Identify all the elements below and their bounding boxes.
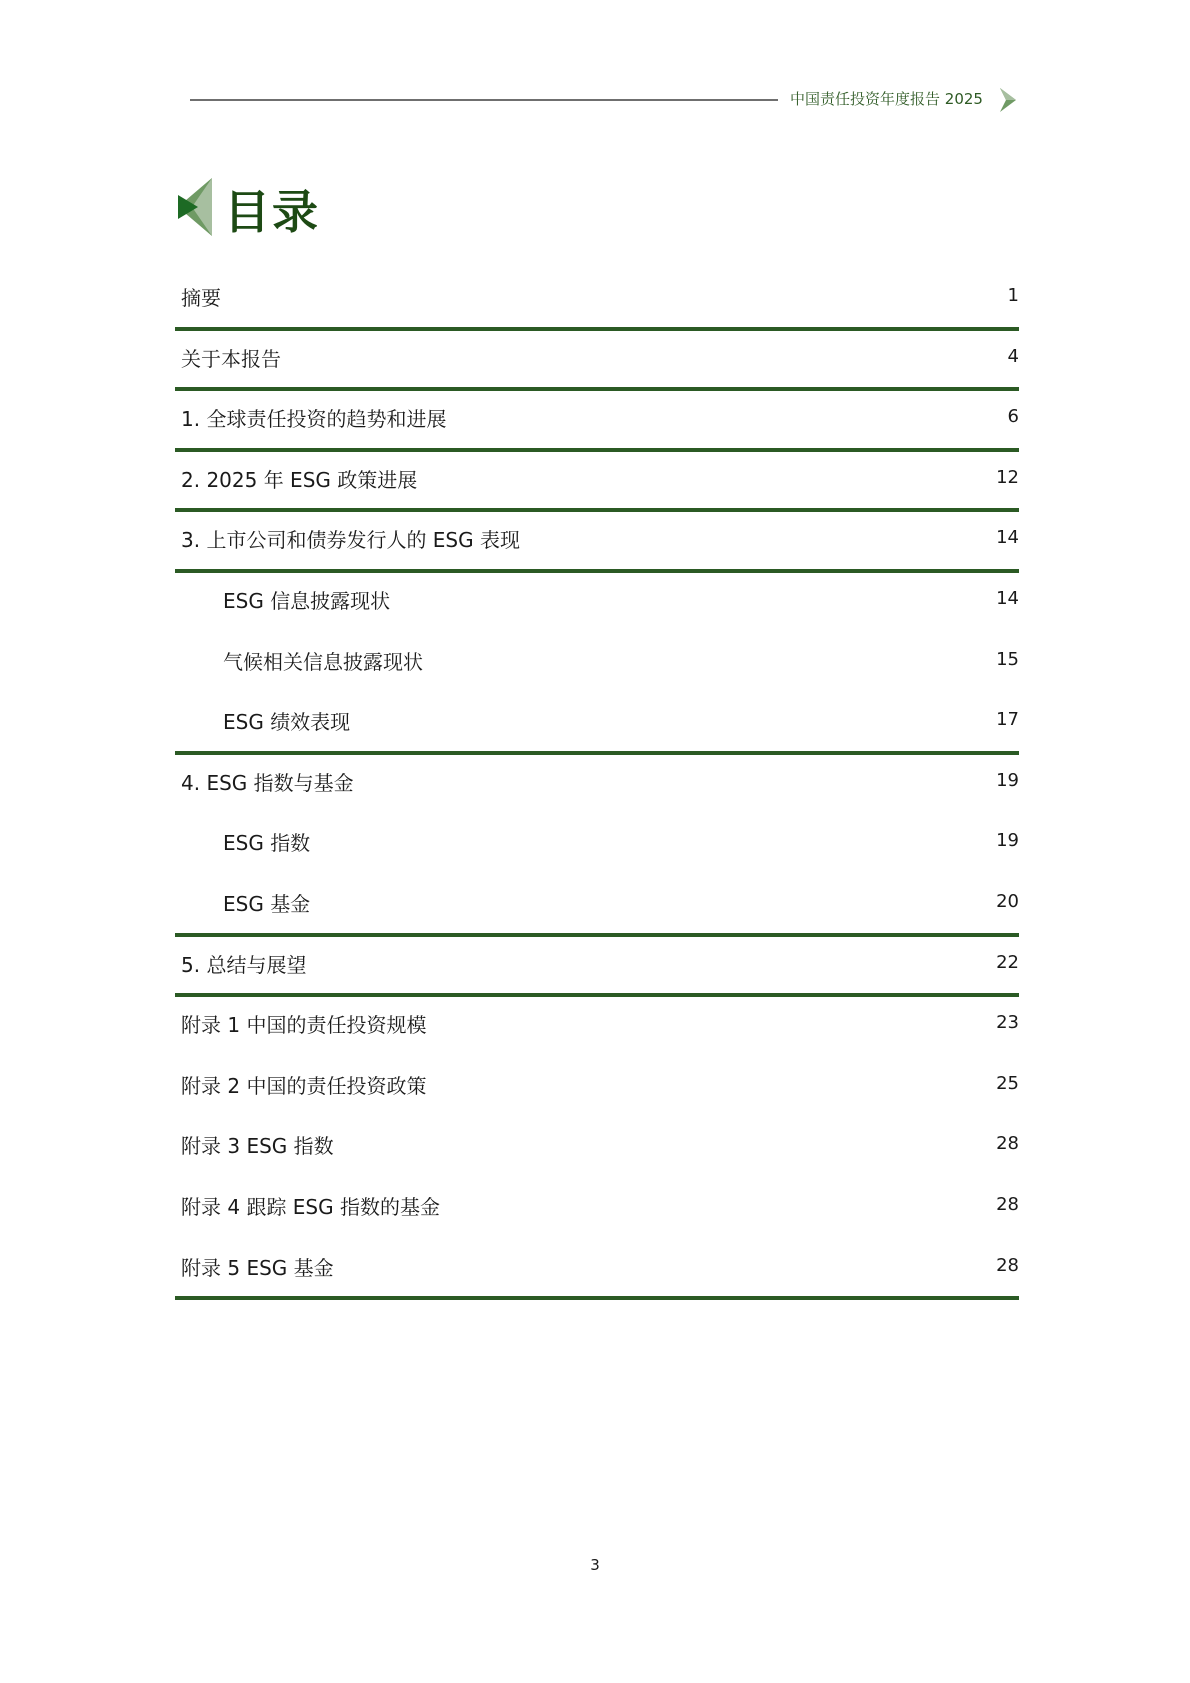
header-rule (190, 99, 778, 101)
toc-entry-label: ESG 信息披露现状 (223, 588, 391, 613)
toc-entry-label: 附录 5 ESG 基金 (181, 1255, 334, 1280)
page-title: 目录 (224, 185, 320, 239)
toc-entry-page: 23 (996, 1012, 1019, 1034)
toc-entry-label: 1. 全球责任投资的趋势和进展 (181, 407, 447, 432)
toc-entry[interactable] (175, 270, 1019, 331)
toc-entry-page: 4 (1007, 345, 1019, 367)
toc-entry[interactable] (175, 634, 1019, 695)
toc-entry[interactable] (175, 815, 1019, 876)
toc-entry[interactable] (175, 755, 1019, 816)
toc-entry-label: 关于本报告 (181, 346, 281, 371)
toc-entry[interactable] (175, 997, 1019, 1058)
toc-entry-label: 附录 4 跟踪 ESG 指数的基金 (181, 1194, 440, 1219)
toc-entry[interactable] (175, 391, 1019, 452)
toc-entry-page: 28 (996, 1254, 1019, 1276)
chevron-logo-icon (1000, 88, 1016, 112)
toc-entry-label: 摘要 (181, 286, 221, 310)
toc-entry-label: 气候相关信息披露现状 (223, 649, 423, 674)
toc-entry[interactable] (175, 876, 1019, 937)
toc-entry-page: 28 (996, 1193, 1019, 1215)
toc-entry-page: 1 (1007, 285, 1019, 306)
toc-entry[interactable] (175, 1240, 1019, 1301)
toc-entry[interactable] (175, 1058, 1019, 1119)
toc-entry-page: 12 (996, 466, 1019, 488)
toc-entry-label: ESG 绩效表现 (223, 710, 351, 735)
toc-entry-label: 附录 1 中国的责任投资规模 (181, 1013, 427, 1038)
toc-entry-page: 6 (1007, 406, 1019, 428)
toc-entry[interactable] (175, 1179, 1019, 1240)
toc-entry-label: ESG 基金 (223, 891, 311, 916)
toc-entry-page: 14 (996, 527, 1019, 549)
toc-entry[interactable] (175, 1118, 1019, 1179)
toc-entry-page: 15 (996, 648, 1019, 670)
toc-entry[interactable] (175, 937, 1019, 998)
toc-entry-page: 22 (996, 951, 1019, 973)
toc-entry-page: 25 (996, 1072, 1019, 1094)
toc-entry-page: 17 (996, 709, 1019, 731)
toc-entry-label: 3. 上市公司和债券发行人的 ESG 表现 (181, 528, 520, 553)
chevron-logo-icon (178, 178, 212, 236)
toc-entry[interactable] (175, 452, 1019, 513)
toc-entry[interactable] (175, 512, 1019, 573)
toc-entry-label: 4. ESG 指数与基金 (181, 770, 354, 795)
toc-entry[interactable] (175, 331, 1019, 392)
header-title: 中国责任投资年度报告 2025 (790, 90, 983, 108)
toc-entry-page: 19 (996, 830, 1019, 852)
toc-entry-label: 附录 3 ESG 指数 (181, 1134, 334, 1159)
toc-entry-label: 5. 总结与展望 (181, 952, 307, 977)
page-number: 3 (590, 1556, 600, 1574)
toc-entry-label: ESG 指数 (223, 831, 311, 856)
toc-entry[interactable] (175, 573, 1019, 634)
toc-entry[interactable] (175, 694, 1019, 755)
toc-entry-page: 19 (996, 769, 1019, 791)
toc-entry-label: 2. 2025 年 ESG 政策进展 (181, 467, 418, 492)
toc-entry-page: 14 (996, 587, 1019, 609)
toc-entry-label: 附录 2 中国的责任投资政策 (181, 1073, 427, 1098)
toc-entry-page: 20 (996, 890, 1019, 912)
table-of-contents (175, 270, 1019, 1300)
toc-entry-page: 28 (996, 1133, 1019, 1155)
